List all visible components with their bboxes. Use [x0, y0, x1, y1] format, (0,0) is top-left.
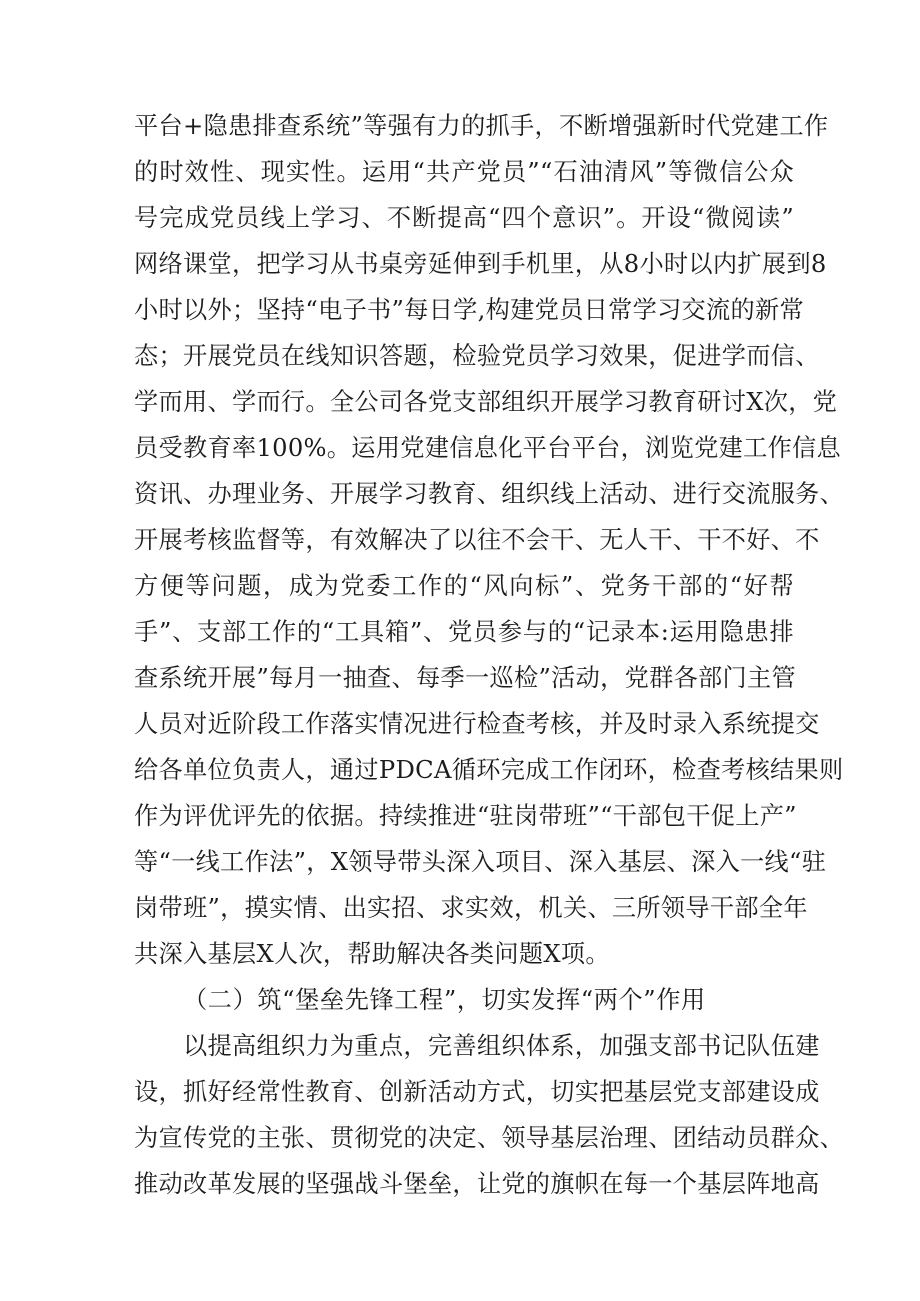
text-line: 给各单位负责人，通过PDCA循环完成工作闭环，检查考核结果则	[134, 756, 844, 784]
text-line: 资讯、办理业务、开展学习教育、组织线上活动、进行交流服务、	[134, 480, 845, 508]
text-line: 小时以外；坚持“电子书”每日学,构建党员日常学习交流的新常	[134, 296, 804, 324]
text-line: 以提高组织力为重点，完善组织体系，加强支部书记队伍建	[183, 1032, 820, 1060]
section-heading: （二）筑“堡垒先锋工程”，切实发挥“两个”作用	[183, 986, 706, 1014]
text-line: 推动改革发展的坚强战斗堡垒，让党的旗帜在每一个基层阵地高	[134, 1170, 820, 1198]
text-line: 手”、支部工作的“工具箱”、党员参与的“记录本:运用隐患排	[134, 618, 794, 646]
text-line: 设，抓好经常性教育、创新活动方式，切实把基层党支部建设成	[134, 1078, 820, 1106]
text-line: 查系统开展”每月一抽查、每季一巡检”活动，党群各部门主管	[134, 664, 797, 692]
text-line: 等“一线工作法”，X领导带头深入项目、深入基层、深入一线“驻	[134, 848, 827, 876]
text-line: 平台+隐患排查系统”等强有力的抓手，不断增强新时代党建工作	[134, 112, 829, 140]
text-line: 的时效性、现实性。运用“共产党员”“石油清风”等微信公众	[134, 158, 794, 186]
text-line: 作为评优评先的依据。持续推进“驻岗带班”“干部包干促上产”	[134, 802, 797, 830]
text-line: 方便等问题，成为党委工作的“风向标”、党务干部的“好帮	[134, 572, 794, 600]
text-line: 共深入基层X人次，帮助解决各类问题X项。	[134, 940, 610, 968]
text-line: 学而用、学而行。全公司各党支部组织开展学习教育研讨X次，党	[134, 388, 838, 416]
text-line: 网络课堂，把学习从书桌旁延伸到手机里，从8小时以内扩展到8	[134, 250, 827, 278]
text-line: 人员对近阶段工作落实情况进行检查考核，并及时录入系统提交	[134, 710, 820, 738]
text-line: 为宣传党的主张、贯彻党的决定、领导基层治理、团结动员群众、	[134, 1124, 845, 1152]
text-line: 态；开展党员在线知识答题，检验党员学习效果，促进学而信、	[134, 342, 820, 370]
text-line: 号完成党员线上学习、不断提高“四个意识”。开设“微阅读”	[134, 204, 794, 232]
text-line: 开展考核监督等，有效解决了以往不会干、无人干、干不好、不	[134, 526, 820, 554]
text-line: 员受教育率100%。运用党建信息化平台平台，浏览党建工作信息	[134, 434, 842, 462]
text-line: 岗带班”，摸实情、出实招、求实效，机关、三所领导干部全年	[134, 894, 808, 922]
